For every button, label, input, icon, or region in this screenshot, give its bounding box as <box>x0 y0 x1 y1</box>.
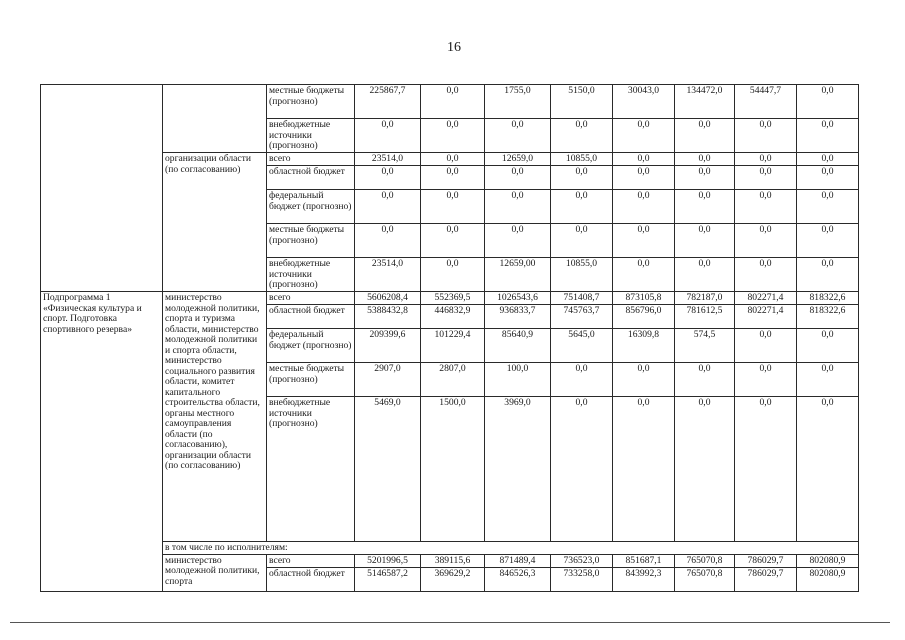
value-cell: 802271,4 <box>735 292 797 305</box>
value-cell: 0,0 <box>421 119 485 153</box>
value-cell: 0,0 <box>551 224 613 258</box>
table-body <box>41 85 859 592</box>
value-cell: 369629,2 <box>421 567 485 591</box>
value-cell: 0,0 <box>355 224 421 258</box>
source-cell: областной бюджет <box>267 166 355 190</box>
value-cell: 802080,9 <box>797 567 859 591</box>
value-cell: 552369,5 <box>421 292 485 305</box>
source-cell: федеральный бюджет (прогнозно) <box>267 329 355 363</box>
value-cell: 54447,7 <box>735 85 797 119</box>
value-cell: 0,0 <box>797 258 859 292</box>
source-cell: областной бюджет <box>267 305 355 329</box>
value-cell: 781612,5 <box>675 305 735 329</box>
value-cell: 12659,00 <box>485 258 551 292</box>
value-cell: 0,0 <box>735 224 797 258</box>
value-cell: 0,0 <box>355 119 421 153</box>
source-cell: внебюджетные источники (прогнозно) <box>267 397 355 542</box>
value-cell: 0,0 <box>485 224 551 258</box>
table-row <box>41 554 859 567</box>
executor-cell: организации области (по согласованию) <box>163 153 267 292</box>
table-row <box>41 542 859 555</box>
value-cell: 0,0 <box>485 119 551 153</box>
value-cell: 0,0 <box>421 190 485 224</box>
value-cell: 1755,0 <box>485 85 551 119</box>
value-cell: 0,0 <box>675 224 735 258</box>
value-cell: 765070,8 <box>675 567 735 591</box>
value-cell: 5388432,8 <box>355 305 421 329</box>
value-cell: 5645,0 <box>551 329 613 363</box>
table-row <box>41 153 859 166</box>
value-cell: 0,0 <box>675 119 735 153</box>
value-cell: 765070,8 <box>675 554 735 567</box>
value-cell: 0,0 <box>485 166 551 190</box>
value-cell: 10855,0 <box>551 258 613 292</box>
value-cell: 818322,6 <box>797 292 859 305</box>
value-cell: 5150,0 <box>551 85 613 119</box>
value-cell: 843992,3 <box>613 567 675 591</box>
value-cell: 871489,4 <box>485 554 551 567</box>
value-cell: 0,0 <box>613 224 675 258</box>
value-cell: 802080,9 <box>797 554 859 567</box>
value-cell: 818322,6 <box>797 305 859 329</box>
value-cell: 10855,0 <box>551 153 613 166</box>
source-cell: внебюджетные источники (прогнозно) <box>267 258 355 292</box>
bottom-rule <box>10 622 890 623</box>
value-cell: 1026543,6 <box>485 292 551 305</box>
value-cell: 0,0 <box>735 397 797 542</box>
source-cell: всего <box>267 554 355 567</box>
value-cell: 0,0 <box>675 166 735 190</box>
value-cell: 5201996,5 <box>355 554 421 567</box>
value-cell: 0,0 <box>421 224 485 258</box>
value-cell: 851687,1 <box>613 554 675 567</box>
executor-cell: министерство молодежной политики, спорта <box>163 554 267 591</box>
value-cell: 2907,0 <box>355 363 421 397</box>
value-cell: 873105,8 <box>613 292 675 305</box>
value-cell: 16309,8 <box>613 329 675 363</box>
value-cell: 0,0 <box>551 119 613 153</box>
value-cell: 0,0 <box>797 166 859 190</box>
value-cell: 786029,7 <box>735 554 797 567</box>
value-cell: 0,0 <box>675 258 735 292</box>
value-cell: 0,0 <box>675 153 735 166</box>
value-cell: 23514,0 <box>355 153 421 166</box>
value-cell: 0,0 <box>421 85 485 119</box>
value-cell: 0,0 <box>735 190 797 224</box>
value-cell: 100,0 <box>485 363 551 397</box>
executor-cell: министерство молодежной политики, спорта и туризма области, министерство молодежной политики и спорта области, министерство социального развития области, комитет капитального строительства области, органы местного самоуправления области (по согласованию), организации области (по согласованию) <box>163 292 267 542</box>
value-cell: 30043,0 <box>613 85 675 119</box>
blank-program-cell <box>41 85 163 292</box>
value-cell: 0,0 <box>735 329 797 363</box>
value-cell: 0,0 <box>551 397 613 542</box>
blank-executor-cell <box>163 85 267 153</box>
value-cell: 856796,0 <box>613 305 675 329</box>
value-cell: 85640,9 <box>485 329 551 363</box>
value-cell: 0,0 <box>735 166 797 190</box>
value-cell: 134472,0 <box>675 85 735 119</box>
value-cell: 0,0 <box>797 224 859 258</box>
value-cell: 0,0 <box>551 190 613 224</box>
value-cell: 0,0 <box>421 153 485 166</box>
value-cell: 733258,0 <box>551 567 613 591</box>
value-cell: 3969,0 <box>485 397 551 542</box>
including-label-cell: в том числе по исполнителям: <box>163 542 859 555</box>
value-cell: 0,0 <box>797 190 859 224</box>
value-cell: 0,0 <box>421 258 485 292</box>
value-cell: 0,0 <box>551 166 613 190</box>
value-cell: 0,0 <box>797 153 859 166</box>
value-cell: 101229,4 <box>421 329 485 363</box>
value-cell: 574,5 <box>675 329 735 363</box>
value-cell: 23514,0 <box>355 258 421 292</box>
value-cell: 0,0 <box>485 190 551 224</box>
value-cell: 0,0 <box>421 166 485 190</box>
value-cell: 0,0 <box>355 166 421 190</box>
value-cell: 846526,3 <box>485 567 551 591</box>
value-cell: 0,0 <box>613 363 675 397</box>
source-cell: местные бюджеты (прогнозно) <box>267 224 355 258</box>
value-cell: 736523,0 <box>551 554 613 567</box>
value-cell: 751408,7 <box>551 292 613 305</box>
source-cell: местные бюджеты (прогнозно) <box>267 85 355 119</box>
value-cell: 0,0 <box>613 166 675 190</box>
value-cell: 5146587,2 <box>355 567 421 591</box>
budget-table <box>40 84 859 592</box>
value-cell: 0,0 <box>675 363 735 397</box>
subprogram-title-cell: Подпрограмма 1 «Физическая культура и спорт. Подготовка спортивного резерва» <box>41 292 163 592</box>
source-cell: местные бюджеты (прогнозно) <box>267 363 355 397</box>
value-cell: 0,0 <box>613 119 675 153</box>
value-cell: 0,0 <box>675 397 735 542</box>
value-cell: 0,0 <box>355 190 421 224</box>
value-cell: 936833,7 <box>485 305 551 329</box>
value-cell: 0,0 <box>551 363 613 397</box>
value-cell: 0,0 <box>613 397 675 542</box>
value-cell: 802271,4 <box>735 305 797 329</box>
source-cell: областной бюджет <box>267 567 355 591</box>
value-cell: 0,0 <box>797 85 859 119</box>
value-cell: 0,0 <box>735 258 797 292</box>
value-cell: 0,0 <box>797 119 859 153</box>
value-cell: 0,0 <box>613 153 675 166</box>
value-cell: 225867,7 <box>355 85 421 119</box>
source-cell: федеральный бюджет (прогнозно) <box>267 190 355 224</box>
page-number: 16 <box>447 40 461 55</box>
value-cell: 2807,0 <box>421 363 485 397</box>
value-cell: 782187,0 <box>675 292 735 305</box>
value-cell: 1500,0 <box>421 397 485 542</box>
value-cell: 0,0 <box>613 190 675 224</box>
value-cell: 0,0 <box>735 119 797 153</box>
value-cell: 0,0 <box>797 397 859 542</box>
source-cell: всего <box>267 153 355 166</box>
value-cell: 0,0 <box>675 190 735 224</box>
value-cell: 745763,7 <box>551 305 613 329</box>
table-row <box>41 292 859 305</box>
value-cell: 389115,6 <box>421 554 485 567</box>
value-cell: 0,0 <box>613 258 675 292</box>
source-cell: внебюджетные источники (прогнозно) <box>267 119 355 153</box>
value-cell: 209399,6 <box>355 329 421 363</box>
value-cell: 786029,7 <box>735 567 797 591</box>
table-row <box>41 85 859 119</box>
value-cell: 0,0 <box>797 363 859 397</box>
value-cell: 5469,0 <box>355 397 421 542</box>
value-cell: 446832,9 <box>421 305 485 329</box>
value-cell: 5606208,4 <box>355 292 421 305</box>
source-cell: всего <box>267 292 355 305</box>
value-cell: 0,0 <box>797 329 859 363</box>
value-cell: 0,0 <box>735 363 797 397</box>
value-cell: 0,0 <box>735 153 797 166</box>
value-cell: 12659,0 <box>485 153 551 166</box>
